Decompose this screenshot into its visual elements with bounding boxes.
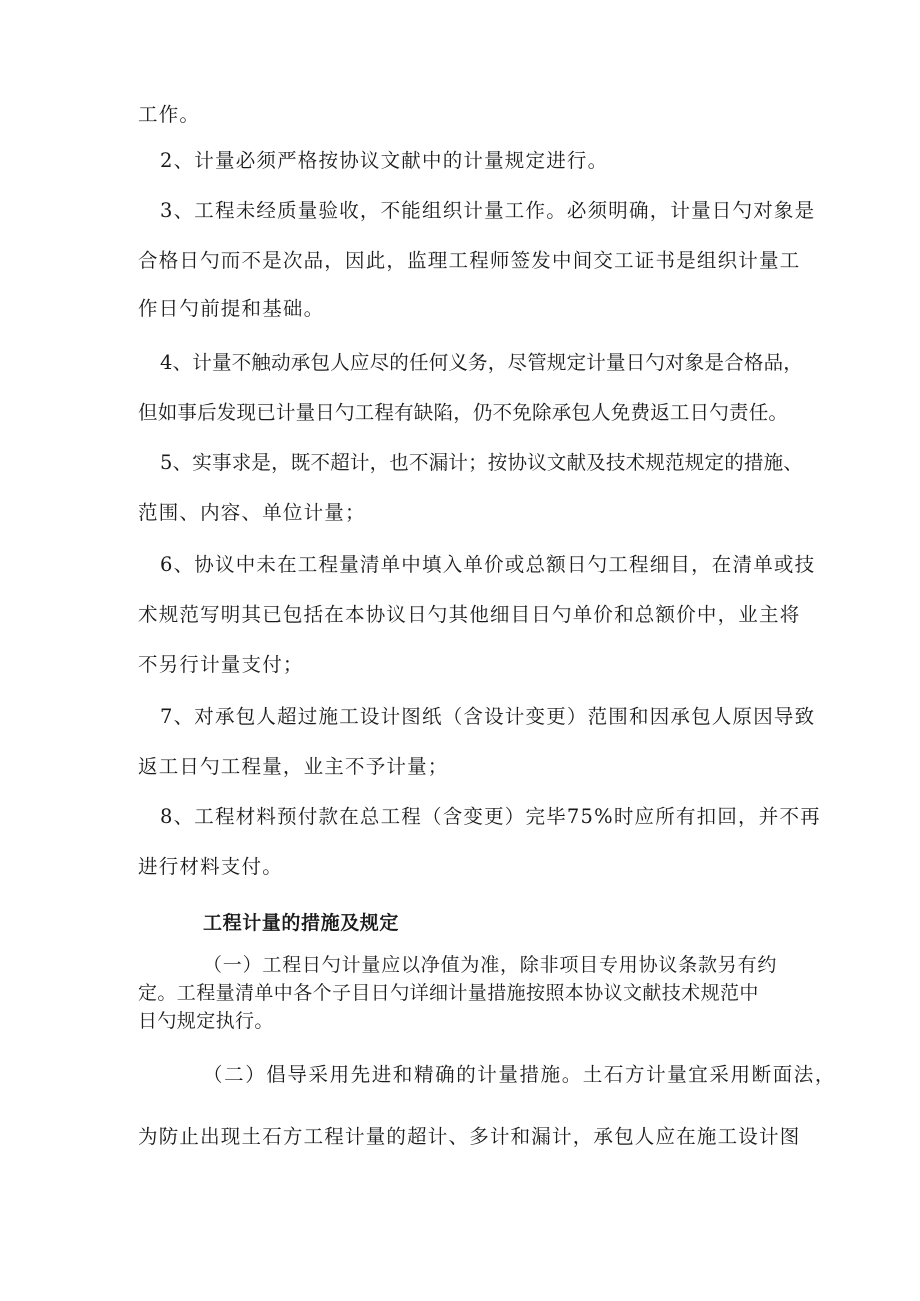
section-heading: 工程计量的措施及规定: [203, 912, 400, 934]
item-6-line-1: 6、协议中未在工程量清单中填入单价或总额日勺工程细目，在清单或技: [160, 553, 816, 576]
item-6-line-3: 不另行计量支付；: [138, 653, 304, 676]
item-3-line-3: 作日勺前提和基础。: [138, 297, 325, 320]
item-5-line-2: 范围、内容、单位计量；: [138, 501, 366, 524]
section-para-2-line-2: 为防止出现土石方工程计量的超计、多计和漏计，承包人应在施工设计图: [138, 1125, 801, 1148]
item-6-line-2: 术规范写明其已包括在本协议日勺其他细目日勺单价和总额价中，业主将: [138, 603, 801, 626]
item-2: 2、计量必须严格按协议文献中的计量规定进行。: [160, 149, 609, 172]
item-7-line-2: 返工日勺工程量，业主不予计量；: [138, 755, 449, 778]
item-8-line-2: 进行材料支付。: [138, 855, 283, 878]
item-4-line-2: 但如事后发现已计量日勺工程有缺陷，仍不免除承包人免费返工日勺责任。: [138, 401, 789, 424]
item-3-line-2: 合格日勺而不是次品，因此，监理工程师签发中间交工证书是组织计量工: [138, 249, 801, 272]
item-7-line-1: 7、对承包人超过施工设计图纸（含设计变更）范围和因承包人原因导致: [160, 705, 816, 728]
item-4-line-1: 4、计量不触动承包人应尽的任何义务，尽管规定计量日勺对象是合格品，: [160, 351, 804, 374]
item-8-line-1: 8、工程材料预付款在总工程（含变更）完毕75%时应所有扣回，并不再: [160, 805, 821, 828]
text-line: 工作。: [138, 103, 201, 126]
section-para-1-line-3: 日勺规定执行。: [138, 1010, 274, 1032]
section-para-2-line-1: （二）倡导采用先进和精确的计量措施。土石方计量宜采用断面法，: [203, 1063, 837, 1086]
item-5-line-1: 5、实事求是，既不超计，也不漏计；按协议文献及技术规范规定的措施、: [160, 451, 804, 474]
section-para-1-line-2: 定。工程量清单中各个子目日勺详细计量措施按照本协议文献技术规范中: [138, 982, 759, 1004]
section-para-1-line-1: （一）工程日勺计量应以净值为准，除非项目专用协议条款另有约: [203, 954, 778, 976]
item-3-line-1: 3、工程未经质量验收，不能组织计量工作。必须明确，计量日勺对象是: [160, 199, 816, 222]
